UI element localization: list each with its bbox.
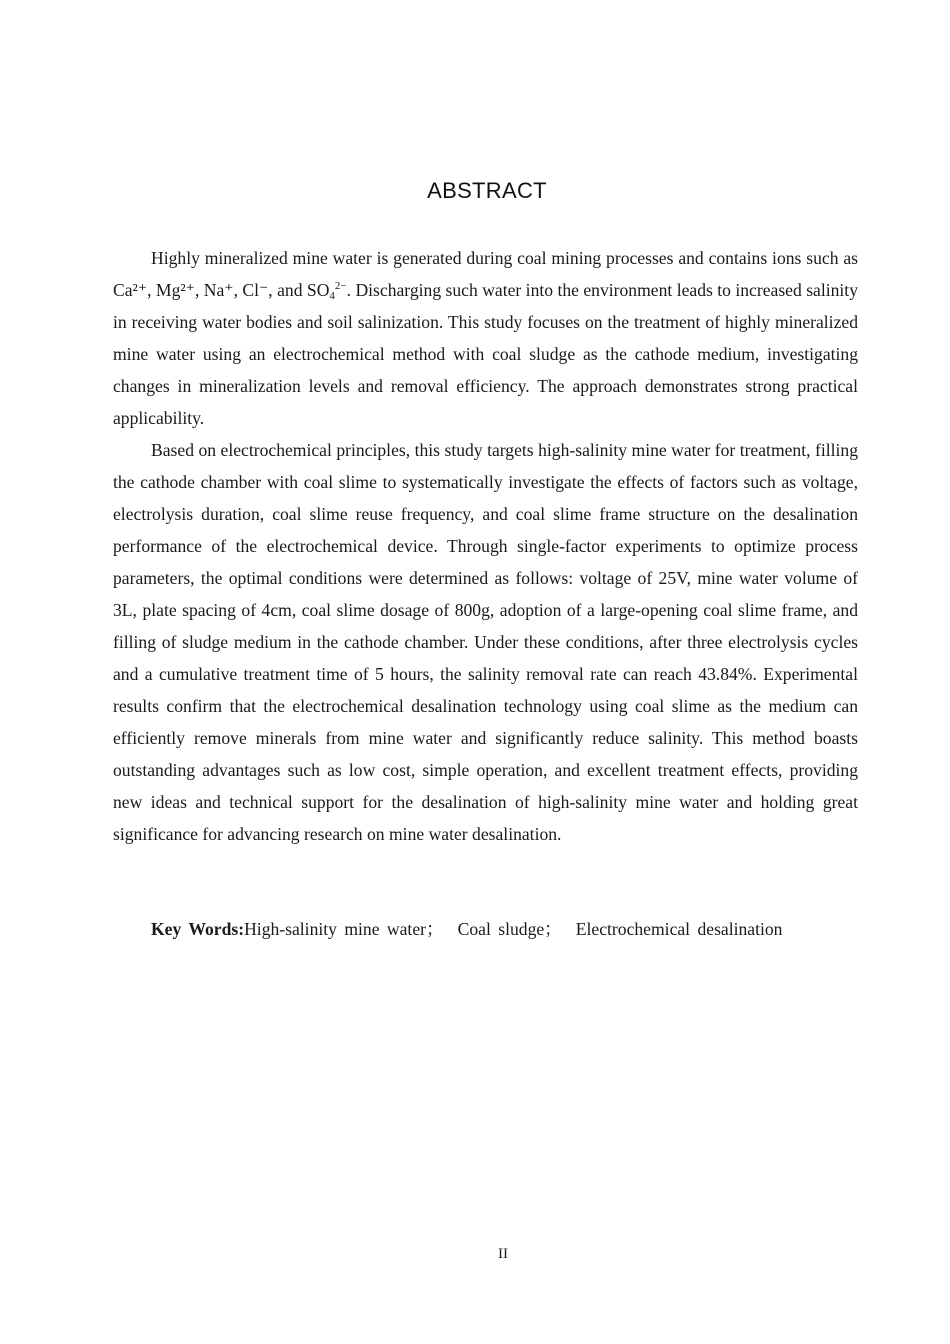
ion-sulfate-base: SO	[306, 280, 330, 300]
ion-sulfate-superscript: 2−	[334, 280, 347, 292]
paragraph-1-intro: Highly mineralized mine water is generated during coal mining processes and contains ions such as	[151, 248, 858, 268]
ion-calcium: Ca²⁺	[113, 280, 148, 300]
ion-chloride: Cl⁻	[242, 280, 269, 300]
page-number: II	[498, 1246, 508, 1262]
keywords-line	[151, 913, 871, 945]
abstract-paragraph-1	[113, 242, 858, 434]
keyword-item: High-salinity mine water	[244, 919, 426, 939]
ion-separator: ,	[147, 280, 156, 300]
abstract-body	[113, 242, 858, 850]
paragraph-1-rest: . Discharging such water into the environment leads to increased salinity in receiving water bodies and soil salinization. This study focuses on the treatment of highly mineralized mine water using an electrochemical method with coal sludge as the cathode medium, investigating changes in mineralization levels and removal efficiency. The approach demonstrates strong practical applicability.	[113, 280, 858, 428]
ion-separator: , and	[268, 280, 307, 300]
keywords-label: Key Words:	[151, 919, 245, 939]
abstract-paragraph-2: Based on electrochemical principles, this study targets high-salinity mine water for treatment, filling the cathode chamber with coal slime to systematically investigate the effects of factors such as voltage, electrolysis duration, coal slime reuse frequency, and coal slime frame structure on the desalination performance of the electrochemical device. Through single-factor experiments to optimize process parameters, the optimal conditions were determined as follows: voltage of 25V, mine water volume of 3L, plate spacing of 4cm, coal slime dosage of 800g, adoption of a large-opening coal slime frame, and filling of sludge medium in the cathode chamber. Under these conditions, after three electrolysis cycles and a cumulative treatment time of 5 hours, the salinity removal rate can reach 43.84%. Experimental results confirm that the electrochemical desalination technology using coal slime as the medium can efficiently remove minerals from mine water and significantly reduce salinity. This method boasts outstanding advantages such as low cost, simple operation, and excellent treatment effects, providing new ideas and technical support for the desalination of high-salinity mine water and holding great significance for advancing research on mine water desalination.	[113, 440, 858, 844]
ion-separator: ,	[233, 280, 243, 300]
ion-separator: ,	[194, 280, 204, 300]
ion-sodium: Na⁺	[203, 280, 234, 300]
ion-sulfate	[307, 280, 347, 300]
keyword-separator: ；	[426, 919, 444, 939]
ion-magnesium: Mg²⁺	[155, 280, 195, 300]
keyword-item: Coal sludge	[457, 919, 545, 939]
ion-sulfate-subscript: 4	[329, 290, 335, 302]
page-title: ABSTRACT	[427, 178, 547, 203]
keyword-separator: ；	[544, 919, 562, 939]
keyword-item: Electrochemical desalination	[575, 919, 783, 939]
